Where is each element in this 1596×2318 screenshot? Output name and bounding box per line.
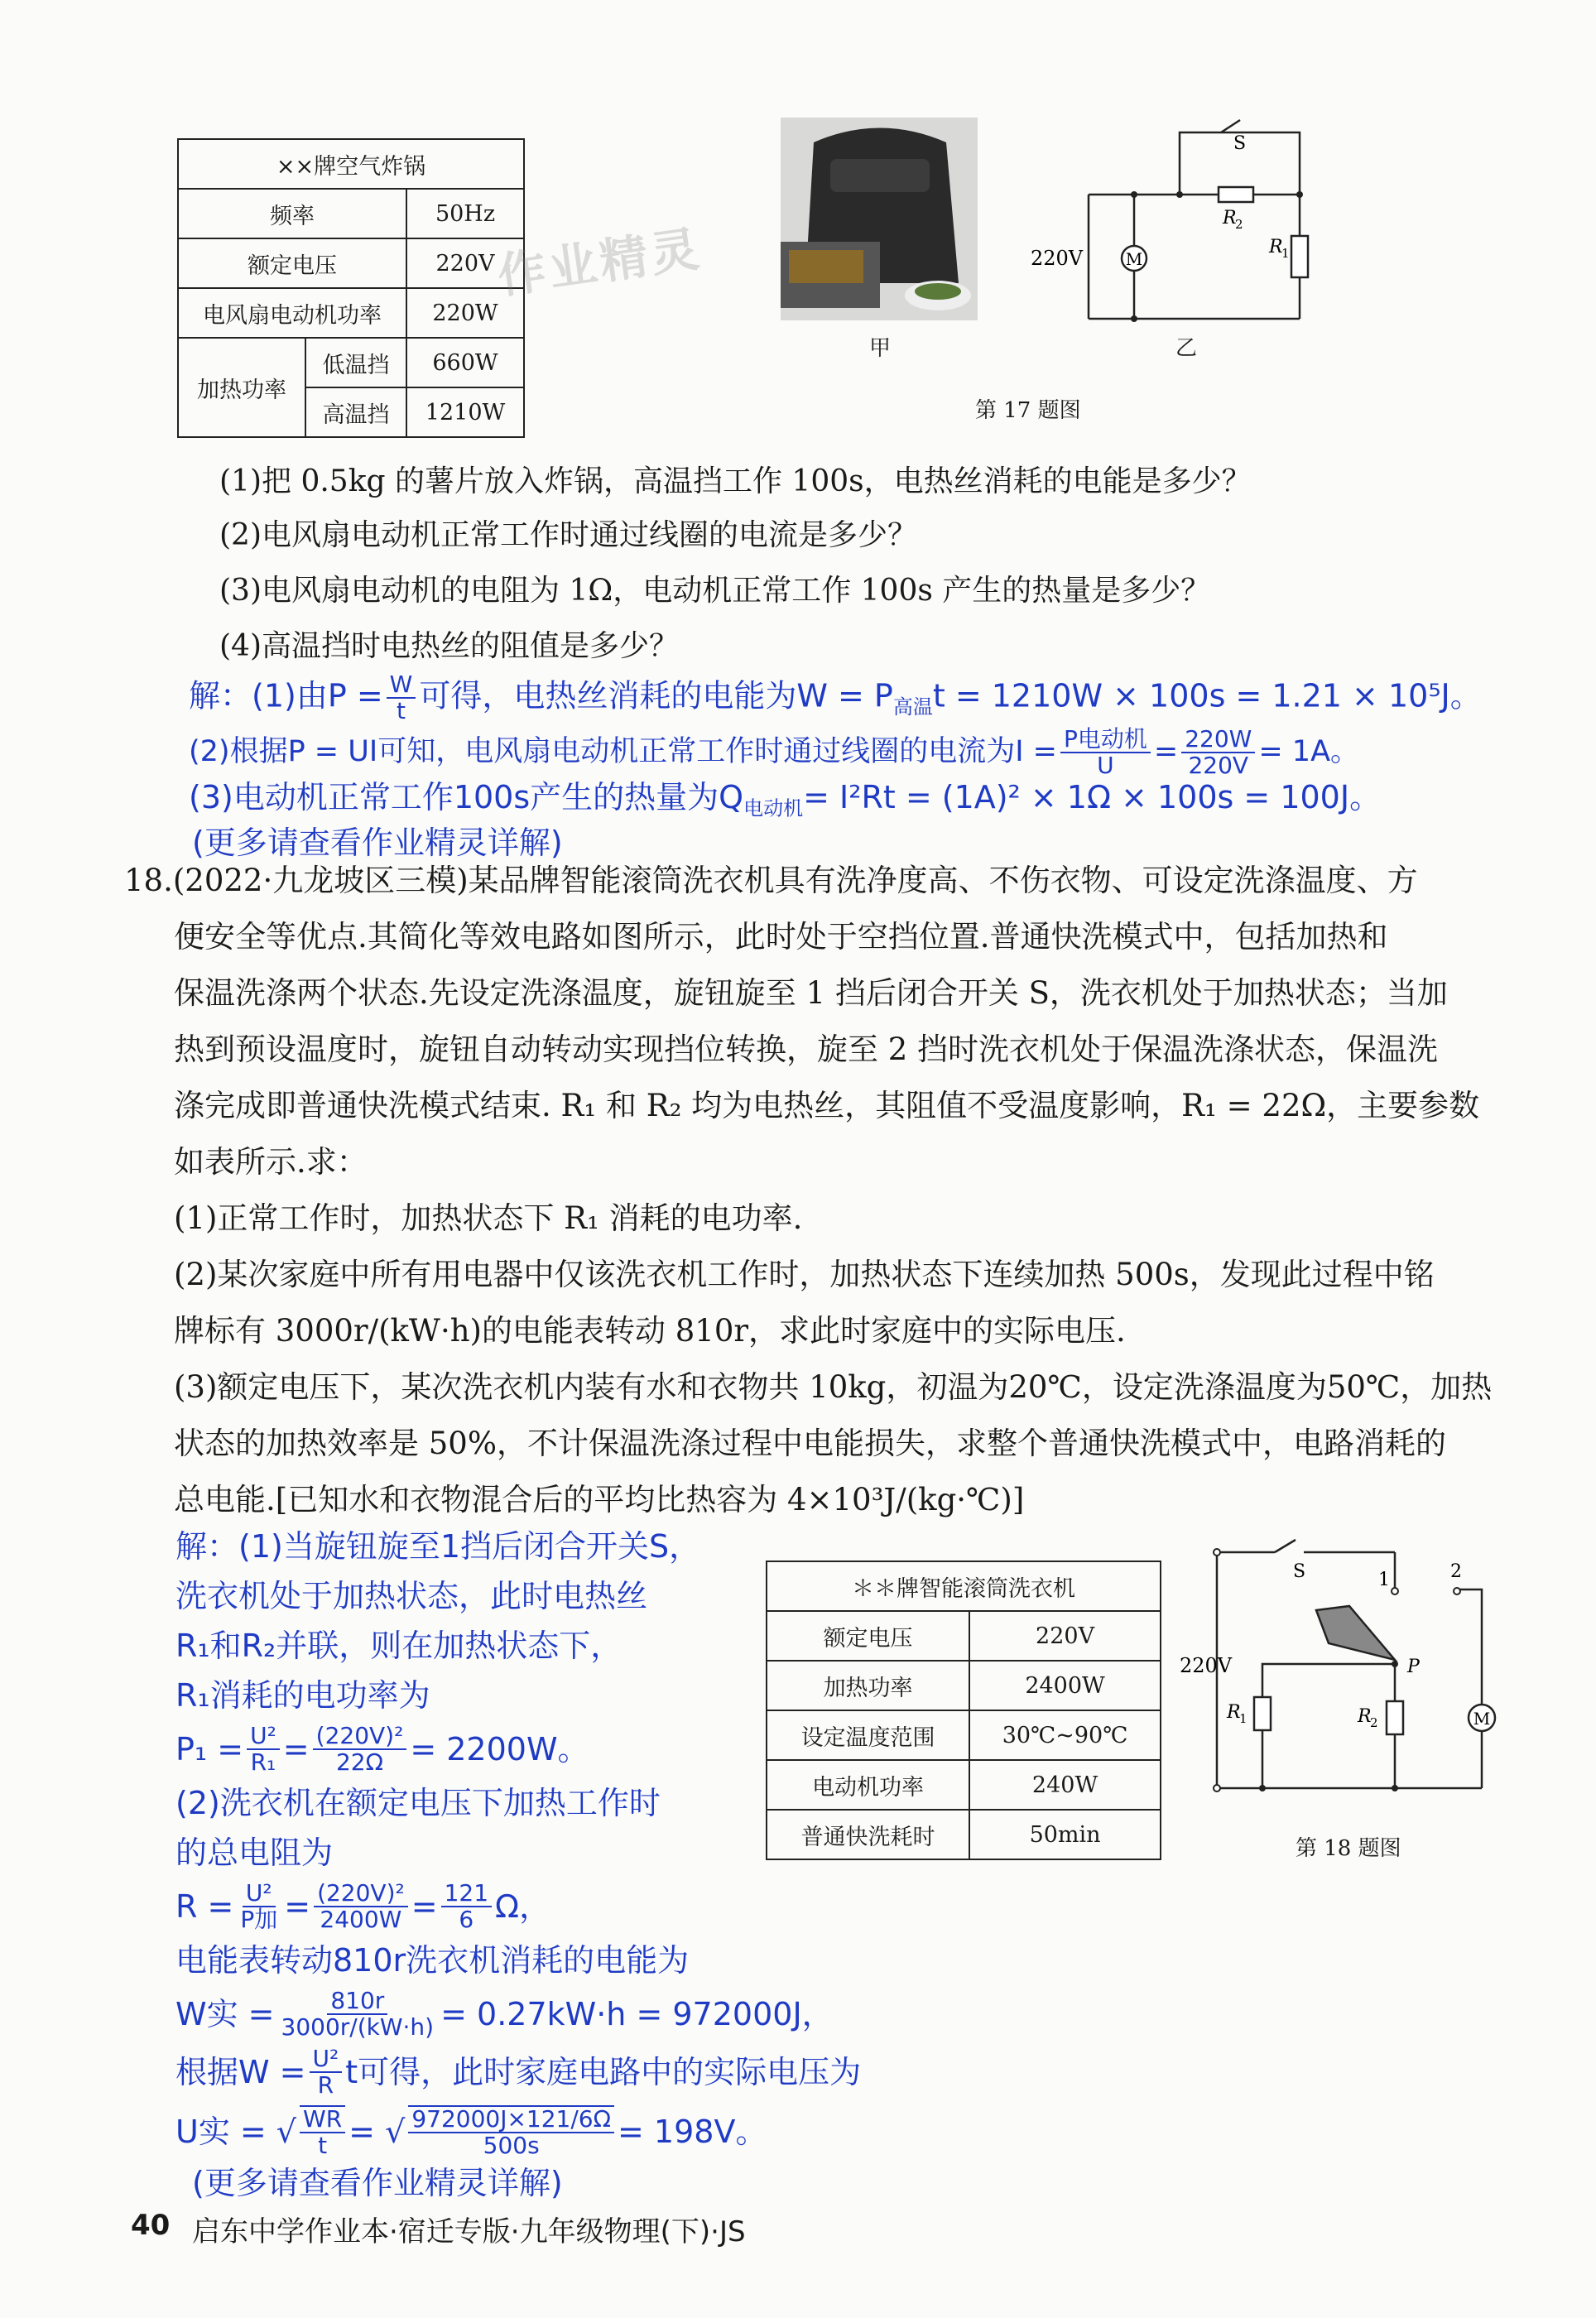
svg-text:2: 2 [1370,1715,1378,1730]
position-2: 2 [1450,1561,1462,1582]
answer17-line1: 解：(1)由P = $\frac{W}{t}$ 可得，电热丝消耗的电能为$W = P_{高温}t = 1210W \times 100s = 1.21 \times 10^5J$。 [189,671,1482,724]
air-fryer-photo [781,118,978,320]
table-title: ＊＊牌智能滚筒洗衣机 [767,1561,1161,1611]
q17-part2: (2)电风扇电动机正常工作时通过线圈的电流是多少？ [219,518,917,552]
washer-spec-table: ＊＊牌智能滚筒洗衣机 额定电压 220V 加热功率 2400W 设定温度范围 30℃~90℃ 电动机功率 240W 普通快洗耗时 50min [766,1561,1161,1860]
svg-text:1: 1 [1281,246,1290,261]
answer17-line3: (3)电动机正常工作100s产生的热量为$Q_{电动机}= I^2Rt = (1A)^2 \times 1\Omega \times 100s = 100J$。 [189,779,1382,820]
circuit-diagram-17 [1031,116,1324,348]
figure-18-caption: 第 18 题图 [1296,1836,1401,1861]
switch-label: S [1233,133,1247,154]
svg-text:1: 1 [1239,1711,1247,1726]
answer-18: 解：(1)当旋钮旋至1挡后闭合开关S， 洗衣机处于加热状态，此时电热丝 R₁和R₂并联，则在加热状态下， R₁消耗的电功率为 P₁ = $\frac{\text{U²}}{\text{R₁}}$ = $\frac{\text{(220V)²}}{22\Omega}$ = 2200W。 (2)洗衣机在额定电压下加热工作时 的总电阻为 R = $\frac{\text{U²}}{\text{P加}}$ = $\frac{\text{(220V)²}}{2400W}$ = $\frac{121}{6}$ Ω， 电能表转动810r洗衣机消耗的电能为 W实 = $\frac{810r}{3000r/(kW\cdot h)}$ = 0.27kW·h = 972000J， 根据W = $\frac{\text{U²}}{R}$ t可得，此时家庭电路中的实际电压为 U实 = √ $\frac{WR}{t}$ = √ $\frac{972000J\times 121/6\Omega}{500s}$ = 198V。 [175,1528,862,2159]
air-fryer-spec-table: ××牌空气炸锅 频率 50Hz 额定电压 220V 电风扇电动机功率 220W 加热功率 低温挡 660W 高温挡 1210W [177,138,525,438]
photo-label: 甲 [869,336,892,361]
voltage-label: 220V [1180,1654,1233,1677]
answer17-more-link[interactable]: (更多请查看作业精灵详解) [192,825,563,861]
position-1: 1 [1378,1570,1390,1590]
table-title: ××牌空气炸锅 [178,139,524,189]
voltage-label: 220V [1031,247,1084,270]
answer18-more-link[interactable]: (更多请查看作业精灵详解) [192,2165,563,2201]
circuit-diagram-18 [1180,1532,1515,1813]
r1-label: R [1227,1702,1241,1723]
svg-text:2: 2 [1235,217,1243,232]
watermark: 作业精灵 [494,220,706,305]
r2-label: R [1358,1706,1372,1727]
q17-part1: (1)把 0.5kg 的薯片放入炸锅，高温挡工作 100s，电热丝消耗的电能是多少？ [219,464,1252,498]
switch-label: S [1293,1561,1306,1582]
figure-17-caption: 第 17 题图 [975,398,1081,423]
question-18: 18.(2022·九龙坡区三模)某品牌智能滚筒洗衣机具有洗净度高、不伤衣物、可设定洗涤温度、方 便安全等优点.其简化等效电路如图所示，此时处于空挡位置.普通快洗模式中，包括加热和 保温洗涤两个状态.先设定洗涤温度，旋钮旋至 1 挡后闭合开关 S，洗衣机处于加热状态；当加 热到预设温度时，旋钮自动转动实现挡位转换，旋至 2 挡时洗衣机处于保温洗涤状态，保温洗 涤完成即普通快洗模式结束. R₁ 和 R₂ 均为电热丝，其阻值不受温度影响，R₁ = 22Ω，主要参数 如表所示.求： (1)正常工作时，加热状态下 R₁ 消耗的电功率. (2)某次家庭中所有用电器中仅该洗衣机工作时，加热状态下连续加热 500s，发现此过程中铭 牌标有 3000r/(kW·h)的电能表转动 810r，求此时家庭中的实际电压. (3)额定电压下，某次洗衣机内装有水和衣物共 10kg，初温为20℃，设定洗涤温度为50℃，加热 状态的加热效率是 50%，不计保温洗涤过程中电能损失，求整个普通快洗模式中，电路消耗的 总电能.[已知水和衣物混合后的平均比热容为 4×10³J/(kg·℃)] [124,863,1493,1517]
book-title: 启东中学作业本·宿迁专版·九年级物理(下)·JS [192,2215,746,2248]
answer17-line2: (2)根据P = UI可知，电风扇电动机正常工作时通过线圈的电流为I = $\frac{\text{P电动机}}{U}$ = $\frac{220W}{220V}$ = 1A。 [189,725,1360,779]
page-number: 40 [131,2209,171,2242]
motor-symbol: M [1125,249,1143,269]
q17-part4: (4)高温挡时电热丝的阻值是多少？ [219,629,679,663]
r2-label: R [1223,208,1237,228]
motor-symbol: M [1473,1709,1491,1729]
r1-label: R [1269,237,1283,257]
circuit-label: 乙 [1175,336,1198,361]
q17-part3: (3)电风扇电动机的电阻为 1Ω，电动机正常工作 100s 产生的热量是多少？ [219,574,1211,608]
slider-p: P [1407,1657,1420,1677]
